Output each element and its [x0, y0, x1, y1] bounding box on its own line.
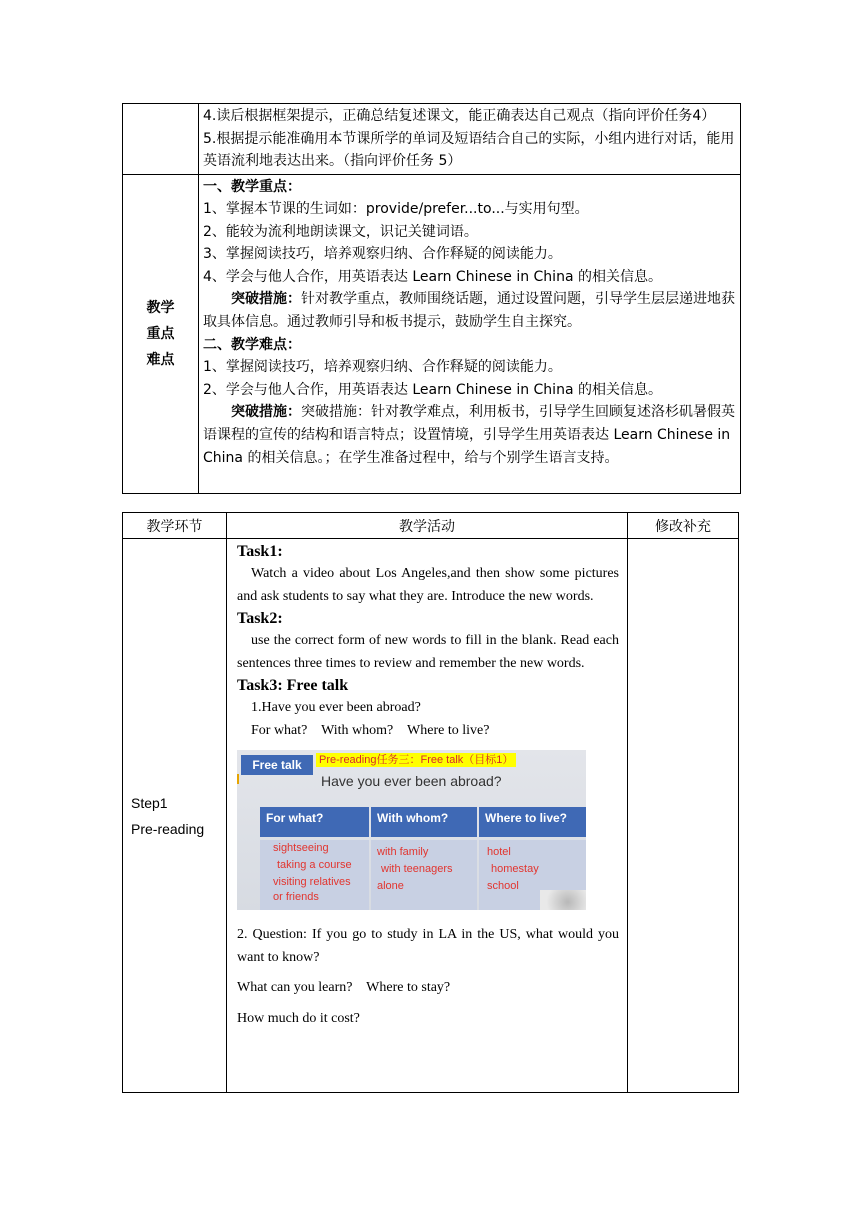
activity-cell [227, 539, 628, 1093]
label-line-1: 教学 [146, 299, 175, 316]
slide-item: homestay [491, 863, 539, 875]
key-measures-label: 突破措施： [231, 291, 301, 308]
step-cell [123, 539, 227, 1093]
slide-item: alone [377, 880, 404, 892]
slide-header-where-to-live: Where to live? [479, 807, 586, 837]
task3-title: Task3: Free talk [237, 677, 349, 694]
task3-question1: 1.Have you ever been abroad? [251, 700, 421, 715]
header-revision: 修改补充 [628, 513, 739, 539]
question-2-prompt-1: What can you learn? Where to stay? [237, 980, 451, 995]
slide-item: with teenagers [381, 863, 453, 875]
diff-measures-label: 突破措施： [231, 404, 301, 421]
question-2: 2. Question: If you go to study in LA in the US, what would you want to know? [237, 927, 619, 965]
revision-cell [628, 539, 739, 1093]
key-difficult-label [123, 174, 199, 493]
key-difficult-cell [199, 174, 741, 493]
slide-item: school [487, 880, 519, 892]
diff-item-2: 2、学会与他人合作，用英语表达 Learn Chinese in China 的相关信息。 [203, 381, 662, 398]
label-line-3: 难点 [146, 351, 175, 368]
objectives-table [122, 103, 741, 494]
key-item-4: 4、学会与他人合作，用英语表达 Learn Chinese in China 的相关信息。 [203, 268, 662, 285]
slide-col-with-whom [371, 840, 477, 910]
slide-item: or friends [273, 891, 319, 903]
slide-header-with-whom: With whom? [371, 807, 477, 837]
key-points-heading: 一、教学重点： [203, 178, 301, 195]
slide-question: Have you ever been abroad? [321, 773, 502, 789]
step-number: Step1 [131, 794, 168, 811]
objective-4: 4.读后根据框架提示，正确总结复述课文，能正确表达自己观点（指向评价任务4） [203, 108, 716, 124]
diff-measures-text: 突破措施：针对教学难点，利用板书，引导学生回顾复述洛杉矶暑假英语课程的宣传的结构和语言特点；设置情境，引导学生用英语表达 Learn Chinese in China 的相关信息。；在学生准备过程中，给与个别学生语言支持。 [203, 404, 735, 466]
step-name: Pre-reading [131, 820, 205, 837]
slide-item: hotel [487, 846, 511, 858]
slide-item: taking a course [277, 859, 352, 871]
key-item-3: 3、掌握阅读技巧，培养观察归纳、合作释疑的阅读能力。 [203, 246, 562, 263]
key-measures [203, 288, 736, 333]
diff-measures [203, 401, 736, 469]
free-talk-slide-image [237, 750, 586, 910]
task3-question-hints: For what? With whom? Where to live? [251, 722, 490, 738]
header-activity: 教学活动 [227, 513, 628, 539]
slide-col-for-what [260, 840, 369, 910]
objectives-cell [199, 104, 741, 175]
objective-5: 5.根据提示能准确用本节课所学的单词及短语结合自己的实际，小组内进行对话，能用英语流利地表达出来。（指向评价任务 5） [203, 130, 735, 169]
header-stage: 教学环节 [123, 513, 227, 539]
slide-header-for-what: For what? [260, 807, 369, 837]
task2-text: use the correct form of new words to fill in the blank. Read each sentences three times to review and remember the new words. [237, 633, 619, 671]
slide-marker [237, 774, 239, 784]
label-line-2: 重点 [146, 325, 175, 342]
task1-title: Task1: [237, 543, 283, 560]
task1-text: Watch a video about Los Angeles,and then show some pictures and ask students to say what they are. Introduce the new words. [237, 566, 619, 604]
slide-corner-photo [540, 890, 586, 910]
key-measures-text: 针对教学重点，教师围绕话题，通过设置问题，引导学生层层递进地获取具体信息。通过教师引导和板书提示，鼓励学生自主探究。 [203, 291, 735, 331]
slide-item: visiting relatives [273, 876, 351, 888]
key-item-1: 1、掌握本节课的生词如：provide/prefer...to...与实用句型。 [203, 201, 589, 218]
slide-highlight: Pre-reading任务三：Free talk（目标1） [316, 753, 516, 767]
question-2-prompt-2: How much do it cost? [237, 1010, 360, 1026]
key-item-2: 2、能较为流利地朗读课文，识记关键词语。 [203, 223, 478, 240]
activities-table [122, 512, 739, 1093]
difficult-points-heading: 二、教学难点： [203, 336, 301, 353]
slide-tag: Free talk [241, 755, 313, 775]
slide-item: with family [377, 846, 429, 858]
diff-item-1: 1、掌握阅读技巧，培养观察归纳、合作释疑的阅读能力。 [203, 359, 562, 376]
task2-title: Task2: [237, 610, 283, 627]
empty-label-cell [123, 104, 199, 175]
slide-item: sightseeing [273, 842, 329, 854]
